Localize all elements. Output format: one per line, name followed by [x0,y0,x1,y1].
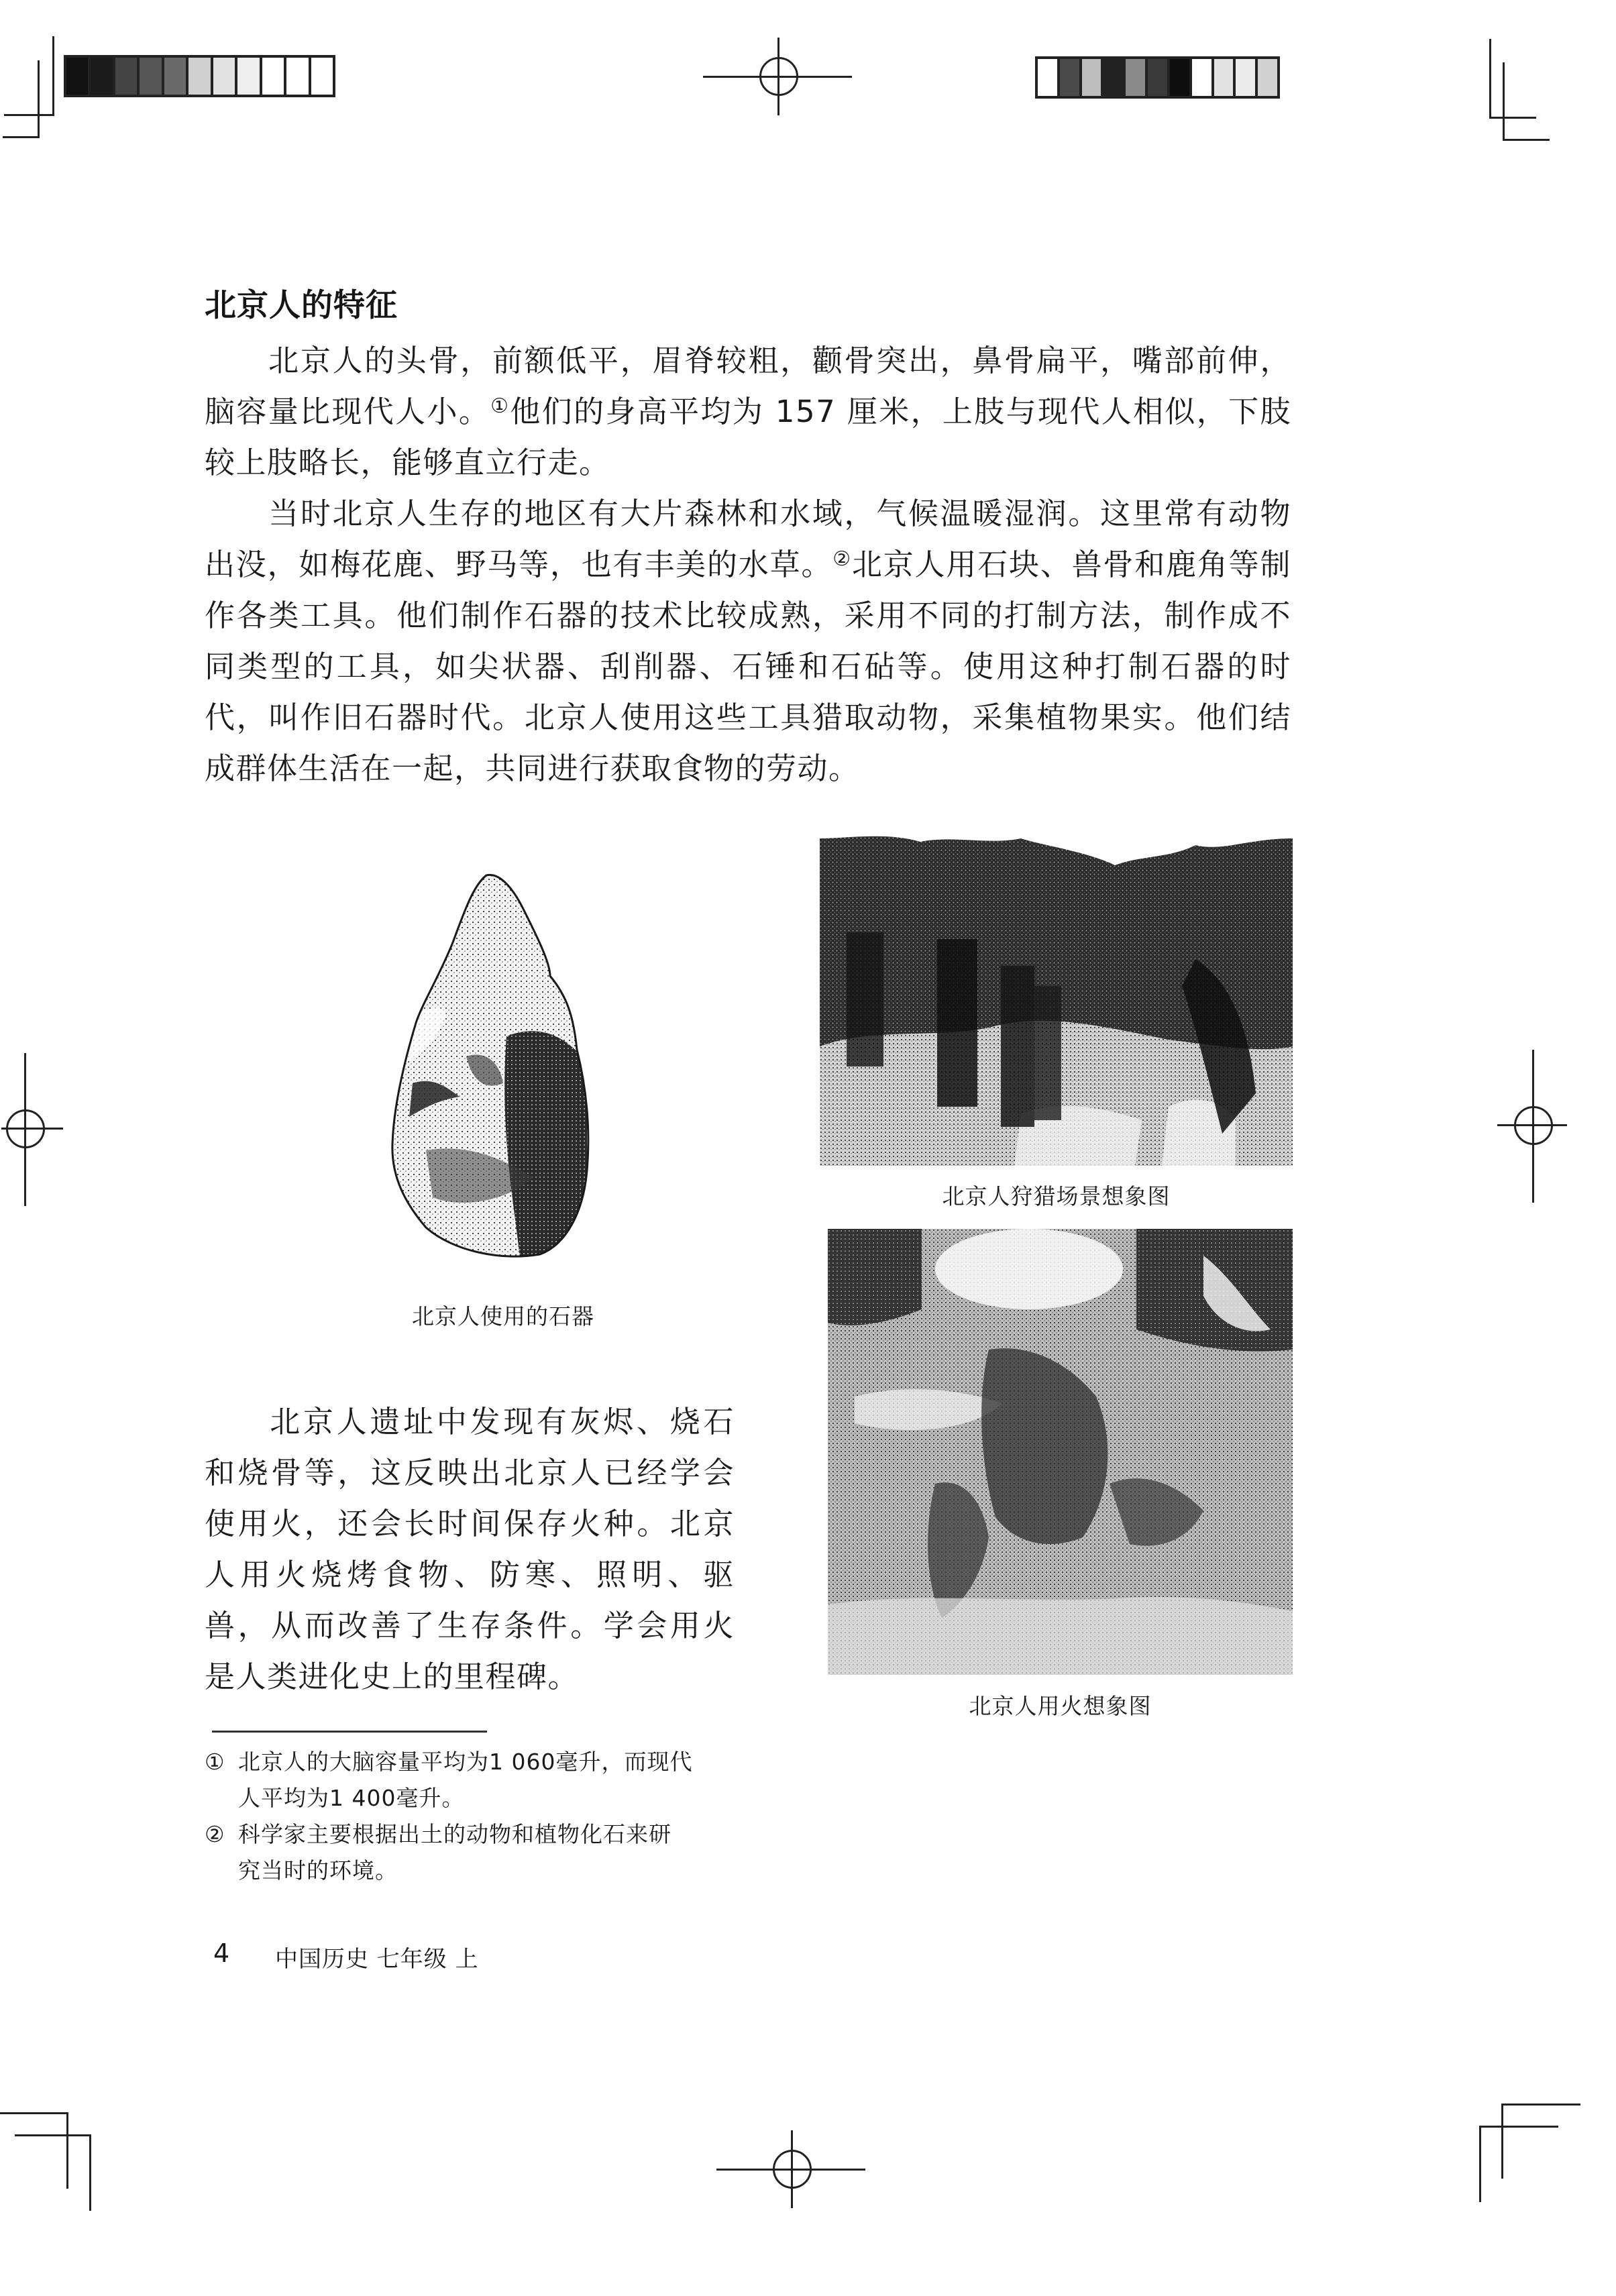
page-number: 4 [213,1938,230,1968]
crop-mark-top-left [4,114,54,116]
caption-fire-use: 北京人用火想象图 [969,1693,1152,1719]
grayscale-colorbar-left [64,55,335,97]
crop-mark-top-left [38,60,40,137]
colorbar-patch [1103,59,1123,96]
crop-mark-bottom-left [89,2134,91,2211]
crop-mark-top-right [1489,39,1491,118]
crop-mark-top-left [52,36,54,115]
colorbar-patch [1170,59,1189,96]
crop-mark-bottom-right [1501,2103,1580,2106]
colorbar-patch [1126,59,1145,96]
section-title: 北京人的特征 [205,287,398,324]
colorbar-patch [115,58,137,95]
colorbar-patch [262,58,284,95]
grayscale-colorbar-right [1035,56,1280,99]
colorbar-patch [164,58,186,95]
paragraph-features: 北京人的头骨，前额低平，眉脊较粗，颧骨突出，鼻骨扁平，嘴部前伸，脑容量比现代人小。①他们的身高平均为 157 厘米，上肢与现代人相似，下肢较上肢略长，能够直立行走。 [205,343,1291,480]
crop-mark-top-right [1503,139,1550,141]
colorbar-patch [1214,59,1234,96]
crop-mark-bottom-right [1479,2126,1558,2128]
crop-mark-bottom-left [66,2112,68,2189]
fire-use-illustration-icon [828,1229,1293,1675]
colorbar-patch [311,58,333,95]
colorbar-patch [1192,59,1211,96]
book-title: 中国历史 七年级 上 [275,1946,479,1973]
colorbar-patch [140,58,161,95]
caption-hunting-scene: 北京人狩猎场景想象图 [942,1183,1171,1209]
colorbar-patch [1148,59,1167,96]
crop-mark-bottom-right [1501,2103,1503,2179]
crop-mark-top-right [1489,117,1536,119]
colorbar-patch [286,58,308,95]
crop-mark-bottom-right [1479,2126,1481,2202]
footnote-1: ① 北京人的大脑容量平均为1 060毫升，而现代 人平均为1 400毫升。 [205,1744,741,1816]
colorbar-patch [1082,59,1101,96]
crop-mark-bottom-left [15,2134,91,2136]
colorbar-patch [1236,59,1255,96]
crop-mark-top-left [3,136,40,138]
caption-stone-tool: 北京人使用的石器 [412,1303,594,1329]
hunting-scene-illustration-icon [820,825,1293,1166]
footnote-ref-2[interactable]: ② [832,547,852,571]
colorbar-patch [91,58,112,95]
colorbar-patch [1038,59,1057,96]
colorbar-patch [66,58,88,95]
footnote-2: ② 科学家主要根据出土的动物和植物化石来研 究当时的环境。 [205,1816,741,1889]
crop-mark-bottom-left [0,2112,67,2114]
footnote-marker-2: ② [205,1821,225,1847]
stone-tool-illustration-icon [386,862,594,1258]
colorbar-patch [188,58,210,95]
colorbar-patch [1258,59,1277,96]
colorbar-patch [213,58,235,95]
footnote-divider [212,1731,487,1733]
footnote-ref-1[interactable]: ① [490,394,510,418]
crop-mark-top-right [1503,62,1505,140]
paragraph-fire: 北京人遗址中发现有灰烬、烧石和烧骨等，这反映出北京人已经学会使用火，还会长时间保存火种。北京人用火烧烤食物、防寒、照明、驱兽，从而改善了生存条件。学会用火是人类进化史上的里程碑。 [205,1404,735,1694]
footnote-marker-1: ① [205,1749,225,1775]
colorbar-patch [1060,59,1079,96]
colorbar-patch [237,58,259,95]
paragraph-environment: 当时北京人生存的地区有大片森林和水域，气候温暖湿润。这里常有动物出没，如梅花鹿、野马等，也有丰美的水草。②北京人用石块、兽骨和鹿角等制作各类工具。他们制作石器的技术比较成熟，采用不同的打制方法，制作成不同类型的工具，如尖状器、刮削器、石锤和石砧等。使用这种打制石器的时代，叫作旧石器时代。北京人使用这些工具猎取动物，采集植物果实。他们结成群体生活在一起，共同进行获取食物的劳动。 [205,496,1291,786]
